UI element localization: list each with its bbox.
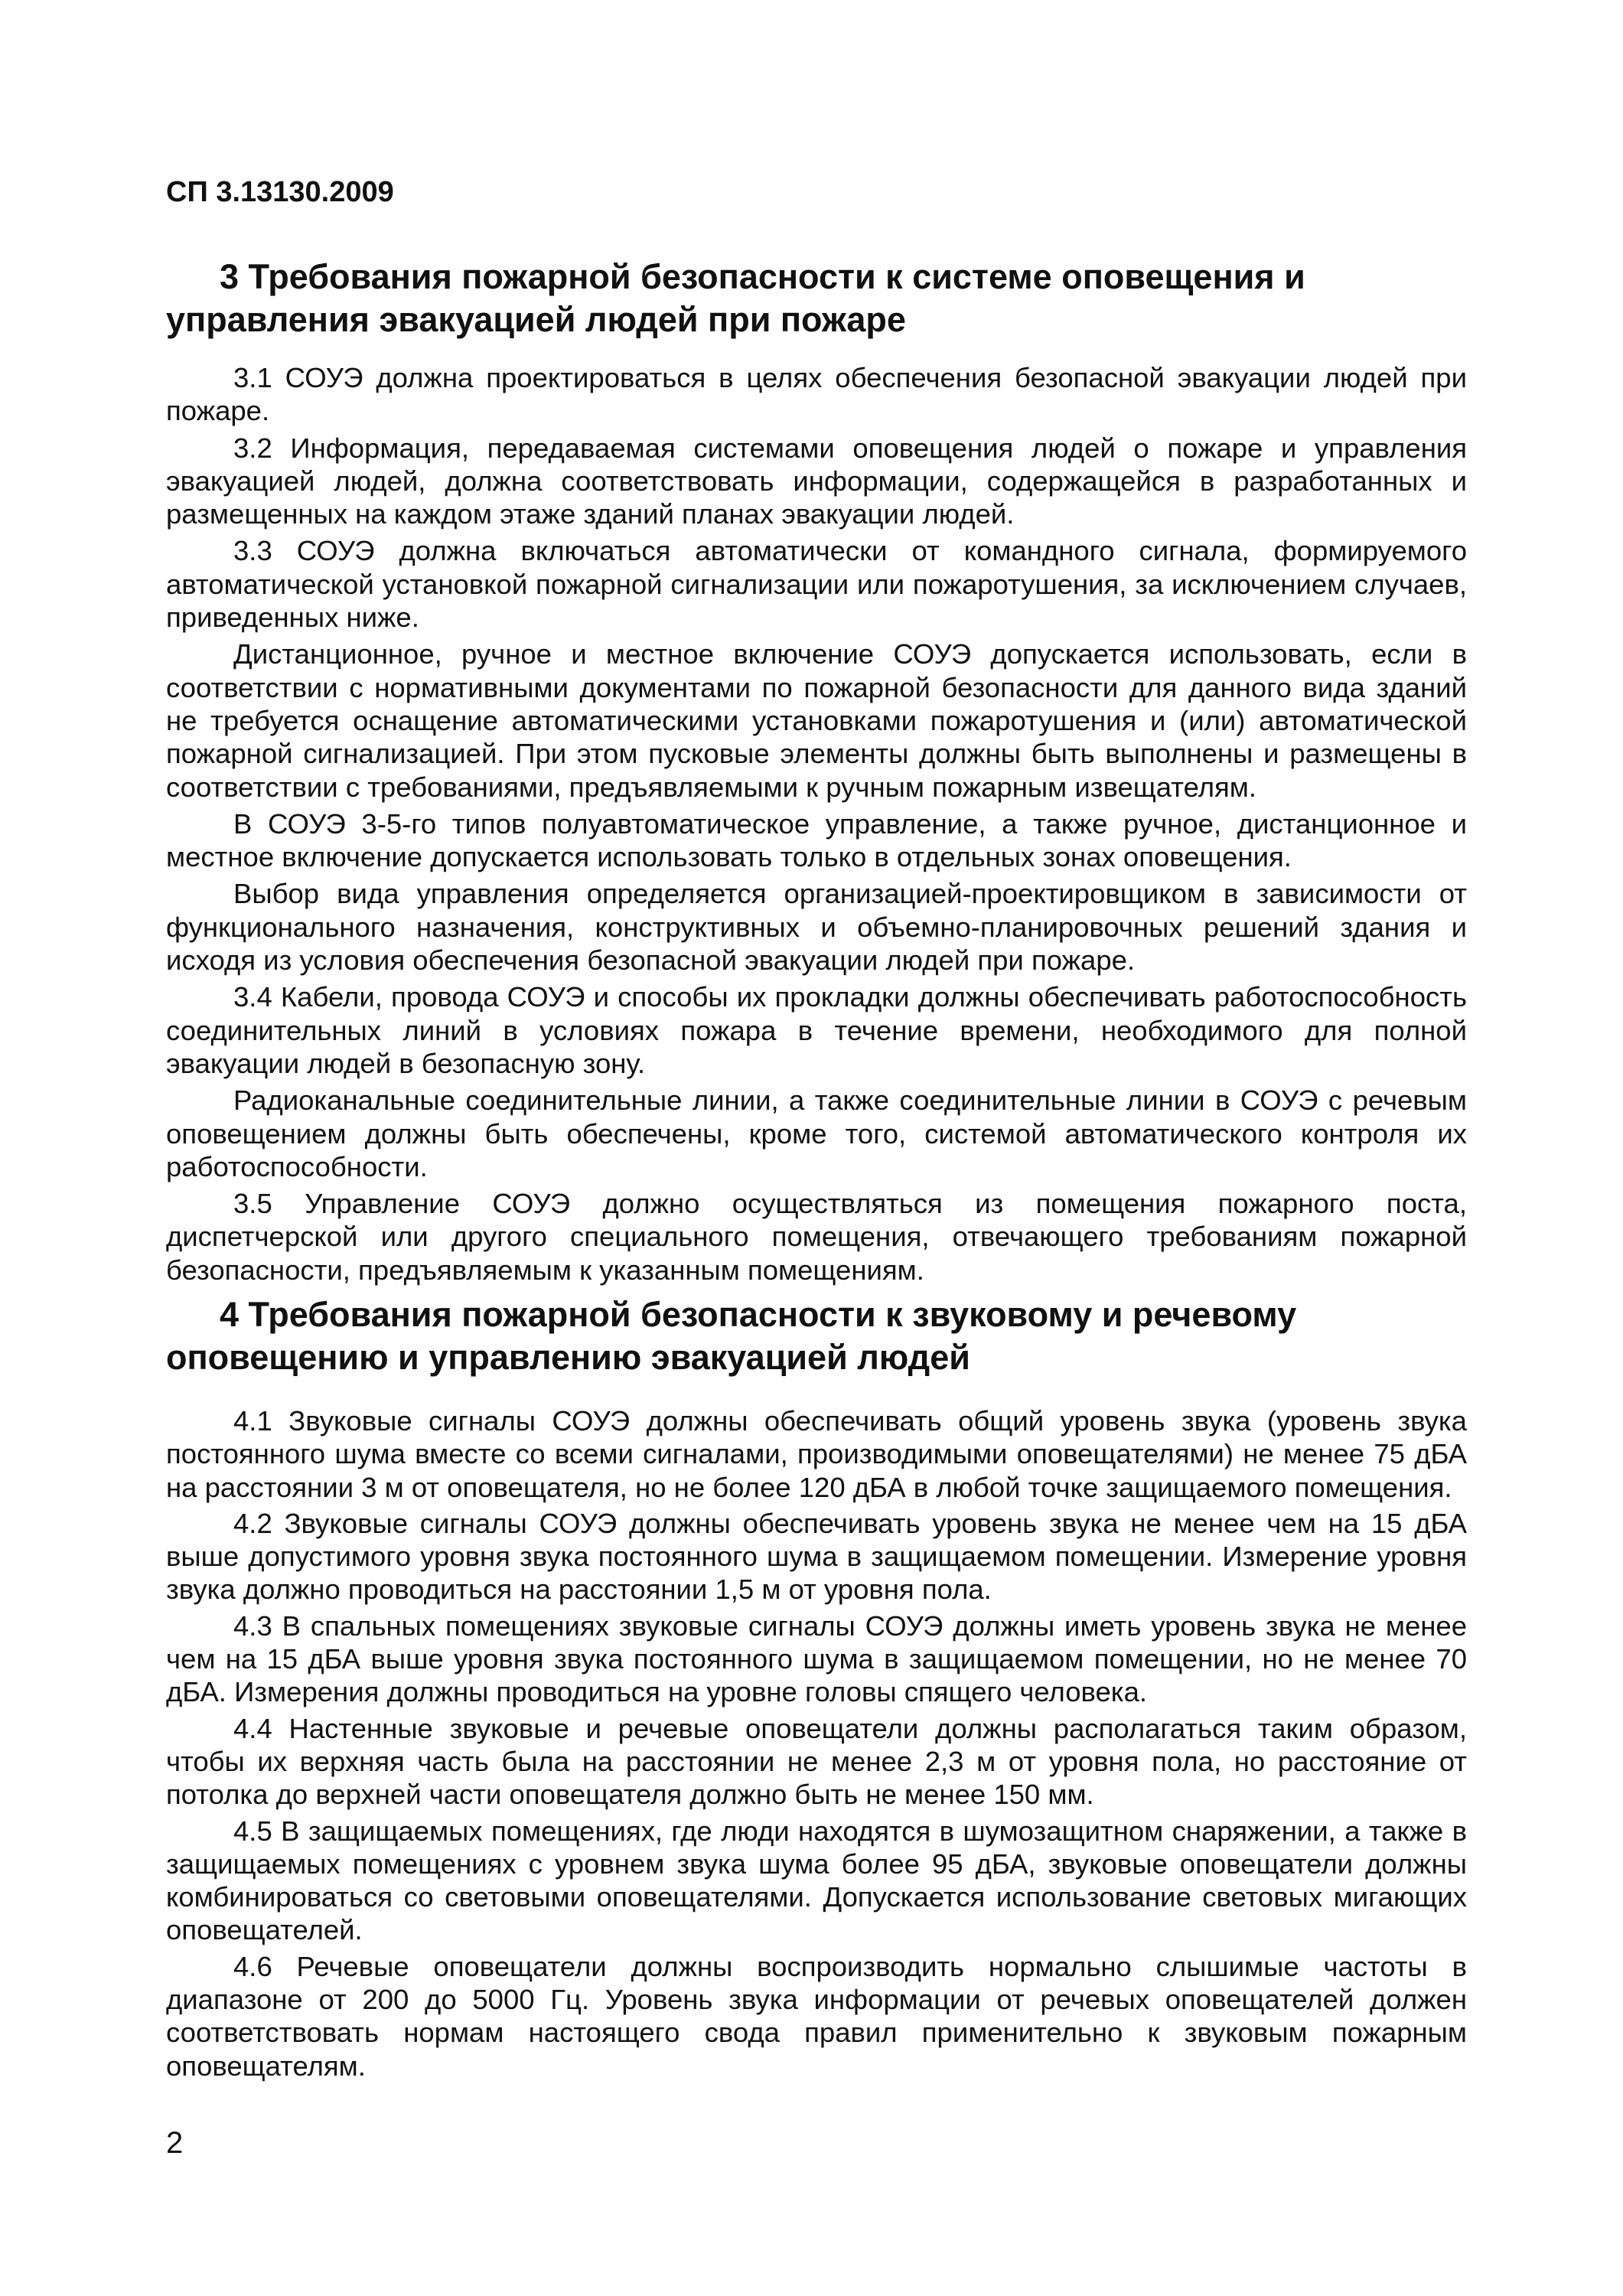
paragraph-3-1: 3.1 СОУЭ должна проектироваться в целях обеспечения безопасной эвакуации людей при пожаре.	[166, 362, 1467, 427]
paragraph-4-1: 4.1 Звуковые сигналы СОУЭ должны обеспечивать общий уровень звука (уровень звука постоянного шума вместе со всеми сигналами, производимыми оповещателями) не менее 75 дБА на расстоянии 3 м от оповещателя, но не более 120 дБА в любой точке защищаемого помещения.	[166, 1405, 1467, 1503]
section-4-body	[166, 1404, 1467, 2086]
paragraph-4-2: 4.2 Звуковые сигналы СОУЭ должны обеспечивать уровень звука не менее чем на 15 дБА выше допустимого уровня звука постоянного шума в защищаемом помещении. Измерение уровня звука должно проводиться на расстоянии 1,5 м от уровня пола.	[166, 1507, 1467, 1606]
paragraph-3-3-choice: Выбор вида управления определяется организацией-проектировщиком в зависимости от функционального назначения, конструктивных и объемно-планировочных решений здания и исходя из условия обеспечения безопасной эвакуации людей при пожаре.	[166, 878, 1467, 977]
paragraph-3-3: 3.3 СОУЭ должна включаться автоматически от командного сигнала, формируемого автоматической установкой пожарной сигнализации или пожаротушения, за исключением случаев, приведенных ниже.	[166, 535, 1467, 634]
paragraph-4-3: 4.3 В спальных помещениях звуковые сигналы СОУЭ должны иметь уровень звука не менее чем на 15 дБА выше уровня звука постоянного шума в защищаемом помещении, но не менее 70 дБА. Измерения должны проводиться на уровне головы спящего человека.	[166, 1609, 1467, 1708]
section-4-heading-text: 4 Требования пожарной безопасности к звуковому и речевому оповещению и управлению эвакуацией людей	[166, 1295, 1297, 1377]
paragraph-4-5: 4.5 В защищаемых помещениях, где люди находятся в шумозащитном снаряжении, а также в защищаемых помещениях с уровнем звука шума более 95 дБА, звуковые оповещатели должны комбинироваться со световыми оповещателями. Допускается использование световых мигающих оповещателей.	[166, 1815, 1467, 1946]
page-number: 2	[166, 2126, 184, 2160]
paragraph-3-4: 3.4 Кабели, провода СОУЭ и способы их прокладки должны обеспечивать работоспособность соединительных линий в условиях пожара в течение времени, необходимого для полной эвакуации людей в безопасную зону.	[166, 981, 1467, 1079]
section-3-body	[166, 361, 1467, 1290]
section-3-heading	[166, 256, 1467, 341]
paragraph-3-5: 3.5 Управление СОУЭ должно осуществляться из помещения пожарного поста, диспетчерской или другого специального помещения, отвечающего требованиям пожарной безопасности, предъявляемым к указанным помещениям.	[166, 1188, 1467, 1286]
paragraph-3-2: 3.2 Информация, передаваемая системами оповещения людей о пожаре и управления эвакуацией людей, должна соответствовать информации, содержащейся в разработанных и размещенных на каждом этаже зданий планах эвакуации людей.	[166, 432, 1467, 530]
paragraph-3-3-types: В СОУЭ 3-5-го типов полуавтоматическое управление, а также ручное, дистанционное и местное включение допускается использовать только в отдельных зонах оповещения.	[166, 807, 1467, 873]
paragraph-3-4-radio: Радиоканальные соединительные линии, а также соединительные линии в СОУЭ с речевым оповещением должны быть обеспечены, кроме того, системой автоматического контроля их работоспособности.	[166, 1084, 1467, 1182]
paragraph-4-4: 4.4 Настенные звуковые и речевые оповещатели должны располагаться таким образом, чтобы их верхняя часть была на расстоянии не менее 2,3 м от уровня пола, но расстояние от потолка до верхней части оповещателя должно быть не менее 150 мм.	[166, 1712, 1467, 1811]
paragraph-4-6: 4.6 Речевые оповещатели должны воспроизводить нормально слышимые частоты в диапазоне от 200 до 5000 Гц. Уровень звука информации от речевых оповещателей должен соответствовать нормам настоящего свода правил применительно к звуковым пожарным оповещателям.	[166, 1950, 1467, 2082]
section-3-heading-text: 3 Требования пожарной безопасности к системе оповещения и управления эвакуацией людей при пожаре	[166, 257, 1305, 339]
section-4-heading	[166, 1293, 1467, 1379]
paragraph-3-3-remote: Дистанционное, ручное и местное включение СОУЭ допускается использовать, если в соответствии с нормативными документами по пожарной безопасности для данного вида зданий не требуется оснащение автоматическими установками пожаротушения и (или) автоматической пожарной сигнализацией. При этом пусковые элементы должны быть выполнены и размещены в соответствии с требованиями, предъявляемыми к ручным пожарным извещателям.	[166, 638, 1467, 803]
page-header: СП 3.13130.2009	[166, 176, 394, 208]
